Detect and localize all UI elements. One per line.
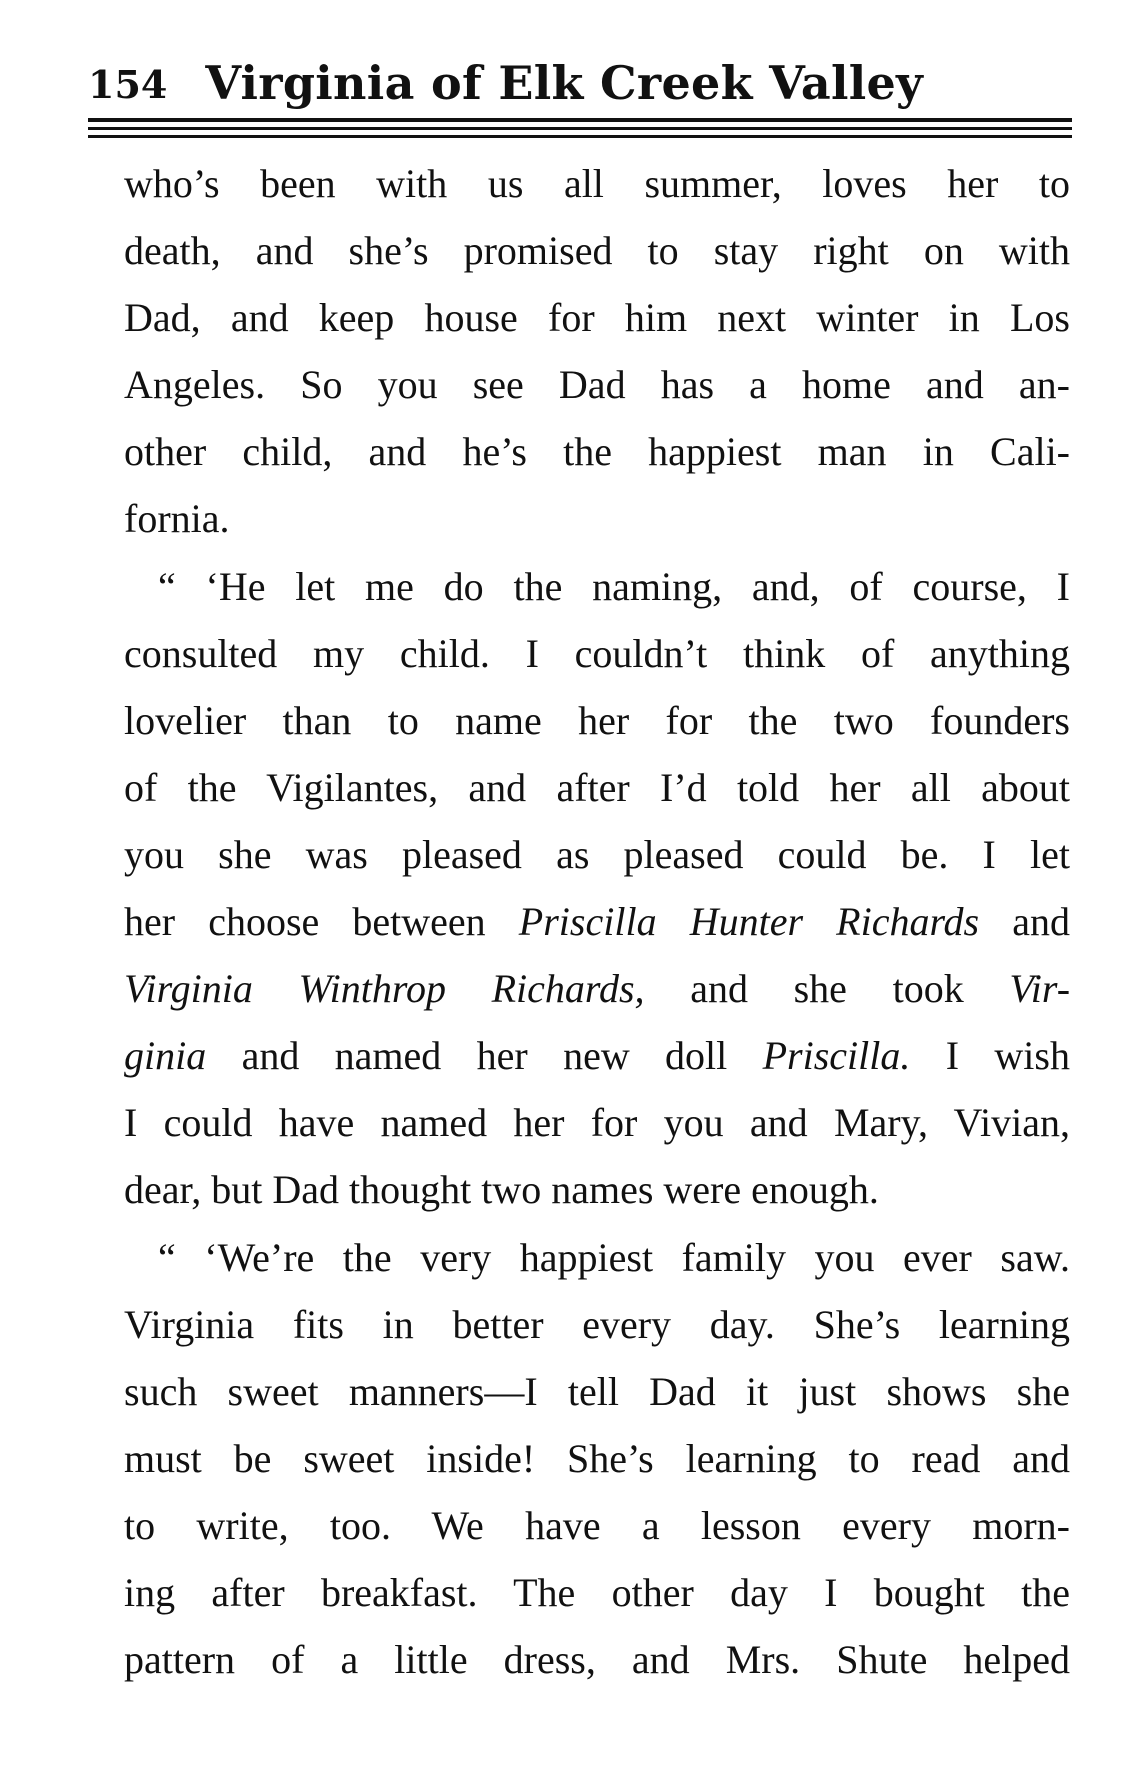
body-text <box>124 150 1070 1693</box>
text-run: lovelier than to name her for the two founders <box>124 697 1070 743</box>
text-line <box>124 821 1070 888</box>
text-line <box>124 418 1070 485</box>
text-run: her choose between <box>124 899 519 945</box>
text-run: ing after breakfast. The other day I bought the <box>124 1569 1070 1615</box>
text-line <box>124 1492 1070 1559</box>
text-line <box>124 1559 1070 1626</box>
text-run: such sweet manners—I tell Dad it just shows she <box>124 1368 1070 1414</box>
text-run: “ ‘We’re the very happiest family you ever saw. <box>158 1234 1070 1280</box>
book-title: Virginia of Elk Creek Valley <box>205 56 924 110</box>
text-run: Angeles. So you see Dad has a home and an- <box>124 362 1070 408</box>
header-rule-bottom <box>88 135 1072 138</box>
text-line <box>124 284 1070 351</box>
text-run: Dad, and keep house for him next winter in Los <box>124 295 1070 341</box>
text-run: who’s been with us all summer, loves her to <box>124 161 1070 206</box>
text-line <box>124 687 1070 754</box>
text-run: dear, but Dad thought two names were enough. <box>124 1167 879 1213</box>
text-line <box>124 955 1070 1022</box>
italic-text: Priscilla Hunter Richards <box>518 899 980 945</box>
text-run: and named her new doll <box>206 1033 763 1079</box>
text-line <box>124 1291 1070 1358</box>
text-run: consulted my child. I couldn’t think of anything <box>124 630 1070 676</box>
text-line <box>124 620 1070 687</box>
italic-text: ginia <box>124 1033 207 1079</box>
text-run: “ ‘He let me do the naming, and, of course, I <box>158 563 1070 609</box>
text-run: I wish <box>910 1033 1070 1079</box>
text-line <box>124 888 1070 955</box>
text-run: I could have named her for you and Mary, Vivian, <box>124 1100 1070 1146</box>
italic-text: Virginia Winthrop Richards, <box>124 966 645 1012</box>
text-run: death, and she’s promised to stay right on with <box>124 228 1070 274</box>
text-run: and <box>979 899 1070 945</box>
running-head <box>88 38 1068 108</box>
text-line <box>124 217 1070 284</box>
text-run: pattern of a little dress, and Mrs. Shute helped <box>124 1637 1070 1683</box>
text-run: you she was pleased as pleased could be. I let <box>124 831 1070 877</box>
text-line <box>124 1224 1070 1291</box>
text-line <box>124 1358 1070 1425</box>
text-line <box>124 1022 1070 1089</box>
text-line <box>124 485 1070 552</box>
italic-text: Vir- <box>1009 966 1071 1012</box>
header-rule-top <box>88 118 1072 122</box>
text-run: and she took <box>644 966 1010 1012</box>
text-line <box>124 1425 1070 1492</box>
page-number: 154 <box>88 62 168 107</box>
text-line <box>124 1156 1070 1223</box>
text-run: other child, and he’s the happiest man in Cali- <box>124 429 1070 475</box>
text-run: Virginia fits in better every day. She’s learning <box>124 1301 1070 1347</box>
text-line <box>124 1089 1070 1156</box>
text-line <box>124 1626 1070 1693</box>
text-run: fornia. <box>124 496 230 542</box>
italic-text: Priscilla. <box>762 1033 911 1079</box>
text-line <box>124 351 1070 418</box>
text-line <box>124 150 1070 217</box>
text-run: to write, too. We have a lesson every morn- <box>124 1502 1070 1548</box>
text-line <box>124 553 1070 620</box>
text-run: of the Vigilantes, and after I’d told her all about <box>124 764 1070 810</box>
text-run: must be sweet inside! She’s learning to read and <box>124 1435 1070 1481</box>
text-line <box>124 754 1070 821</box>
header-rule-middle <box>88 127 1072 130</box>
